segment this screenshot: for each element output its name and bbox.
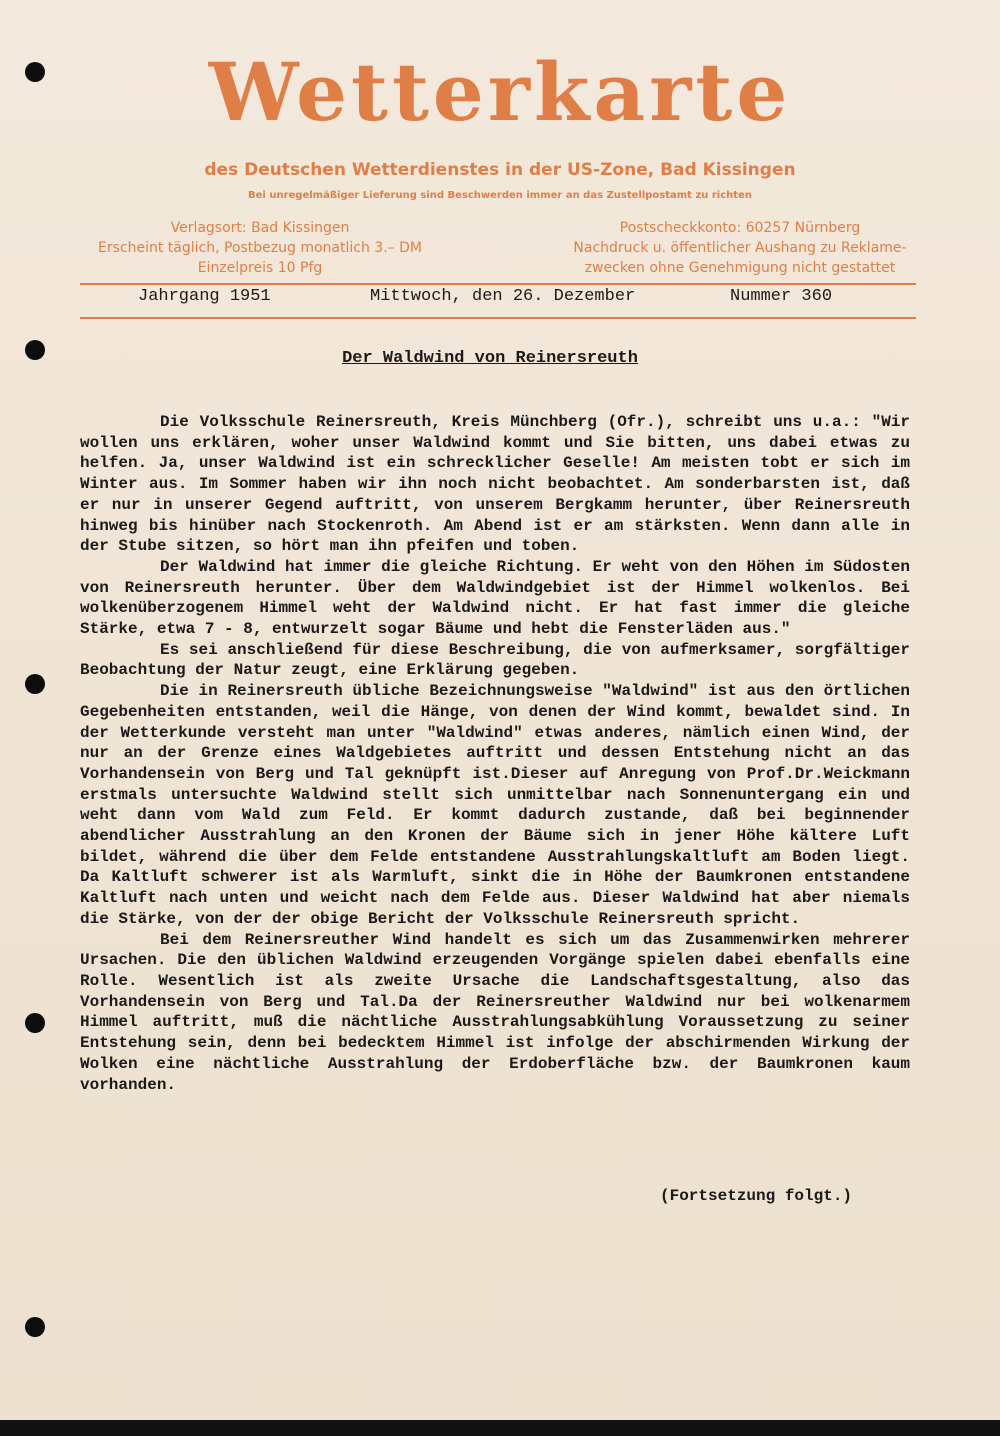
masthead-title: Wetterkarte — [208, 45, 792, 139]
issue-number: Nummer 360 — [730, 287, 833, 306]
publisher-line: zwecken ohne Genehmigung nicht gestattet — [584, 260, 896, 276]
scan-bottom-edge — [0, 1420, 1000, 1436]
publisher-info-right — [560, 218, 920, 278]
publisher-line: Nachdruck u. öffentlicher Aushang zu Reklame- — [573, 240, 907, 256]
article-paragraph: Bei dem Reinersreuther Wind handelt es sich um das Zusammenwirken mehrerer Ursachen. Die den üblichen Waldwind erzeugenden Vorgänge spielen dabei ebenfalls eine Rolle. Wesentlich ist als zweite Ursache die Landschaftsgestaltung, also das Vorhandensein von Berg und Tal.Da der Reinersreuther Waldwind nur bei wolkenarmem Himmel auftritt, muß die nächtliche Ausstrahlungsabkühlung Voraussetzung zu seiner Entstehung sein, denn bei bedecktem Himmel ist infolge der abschirmenden Wirkung der Wolken eine nächtliche Ausstrahlung der Erdoberfläche bzw. der Baumkronen kaum vorhanden. — [80, 930, 910, 1094]
article-paragraph: Die in Reinersreuth übliche Bezeichnungsweise "Waldwind" ist aus den örtlichen Gegebenheiten entstanden, weil die Hänge, von denen der Wind kommt, bewaldet sind. In der Wetterkunde versteht man unter "Waldwind" etwas anderes, nämlich einen Wind, der nur an der Grenze eines Waldgebietes auftritt und dessen Entstehung nicht an das Vorhandensein von Berg und Tal geknüpft ist.Dieser auf Anregung von Prof.Dr.Weickmann erstmals untersuchte Waldwind stellt sich unmittelbar nach Sonnenuntergang ein und weht dann vom Wald zum Feld. Er kommt dadurch zustande, daß bei beginnender abendlicher Ausstrahlung an den Kronen der Bäume sich in jener Höhe kältere Luft bildet, während die über dem Felde entstandene Ausstrahlungskaltluft am Boden liegt. Da Kaltluft schwerer ist als Warmluft, sinkt die in Höhe der Baumkronen entstandene Kaltluft nach unten und weicht nach dem Felde aus. Dieser Waldwind hat aber niemals die Stärke, von der der obige Bericht der Volksschule Reinersreuth spricht. — [80, 682, 910, 928]
header-rule-top — [80, 283, 916, 285]
masthead-note: Bei unregelmäßiger Lieferung sind Beschwerden immer an das Zustellpostamt zu richten — [248, 190, 752, 201]
publisher-line: Erscheint täglich, Postbezug monatlich 3.– DM — [98, 240, 422, 256]
punch-hole — [25, 1317, 45, 1337]
publisher-line: Verlagsort: Bad Kissingen — [170, 220, 350, 236]
publisher-info-left — [80, 218, 440, 278]
article-paragraph: Die Volksschule Reinersreuth, Kreis Münchberg (Ofr.), schreibt uns u.a.: "Wir wollen uns erklären, woher unser Waldwind kommt und Sie bitten, uns dabei etwas zu helfen. Ja, unser Waldwind ist ein schrecklicher Geselle! Am meisten tobt er sich im Winter aus. Im Sommer haben wir ihn noch nicht beobachtet. Am sonderbarsten ist, daß er nur in unserer Gegend auftritt, von unserem Bergkamm herunter, über Reinersreuth hinweg bis hinüber nach Stockenroth. Am Abend ist er am stärksten. Wenn dann alle in der Stube sitzen, so hört man ihn pfeifen und toben. — [80, 413, 910, 556]
article-title: Der Waldwind von Reinersreuth — [342, 349, 638, 368]
article-body — [80, 412, 910, 1095]
publisher-line: Postscheckkonto: 60257 Nürnberg — [619, 220, 861, 236]
article-paragraph: Es sei anschließend für diese Beschreibung, die von aufmerksamer, sorgfältiger Beobachtung der Natur zeugt, eine Erklärung gegeben. — [80, 640, 910, 680]
masthead-subtitle: des Deutschen Wetterdienstes in der US-Zone, Bad Kissingen — [204, 160, 796, 180]
punch-hole — [25, 674, 45, 694]
publisher-line: Einzelpreis 10 Pfg — [197, 260, 323, 276]
issue-date: Mittwoch, den 26. Dezember — [370, 287, 636, 306]
issue-year: Jahrgang 1951 — [138, 287, 271, 306]
article-paragraph: Der Waldwind hat immer die gleiche Richtung. Er weht von den Höhen im Südosten von Reinersreuth herunter. Über dem Waldwindgebiet ist der Himmel wolkenlos. Bei wolkenüberzogenem Himmel weht der Waldwind nicht. Er hat fast immer die gleiche Stärke, etwa 7 - 8, entwurzelt sogar Bäume und hebt die Fensterläden aus." — [80, 557, 910, 639]
header-rule-bottom — [80, 317, 916, 319]
punch-hole — [25, 1013, 45, 1033]
continuation-note: (Fortsetzung folgt.) — [660, 1187, 853, 1205]
issue-info-row — [80, 287, 916, 309]
